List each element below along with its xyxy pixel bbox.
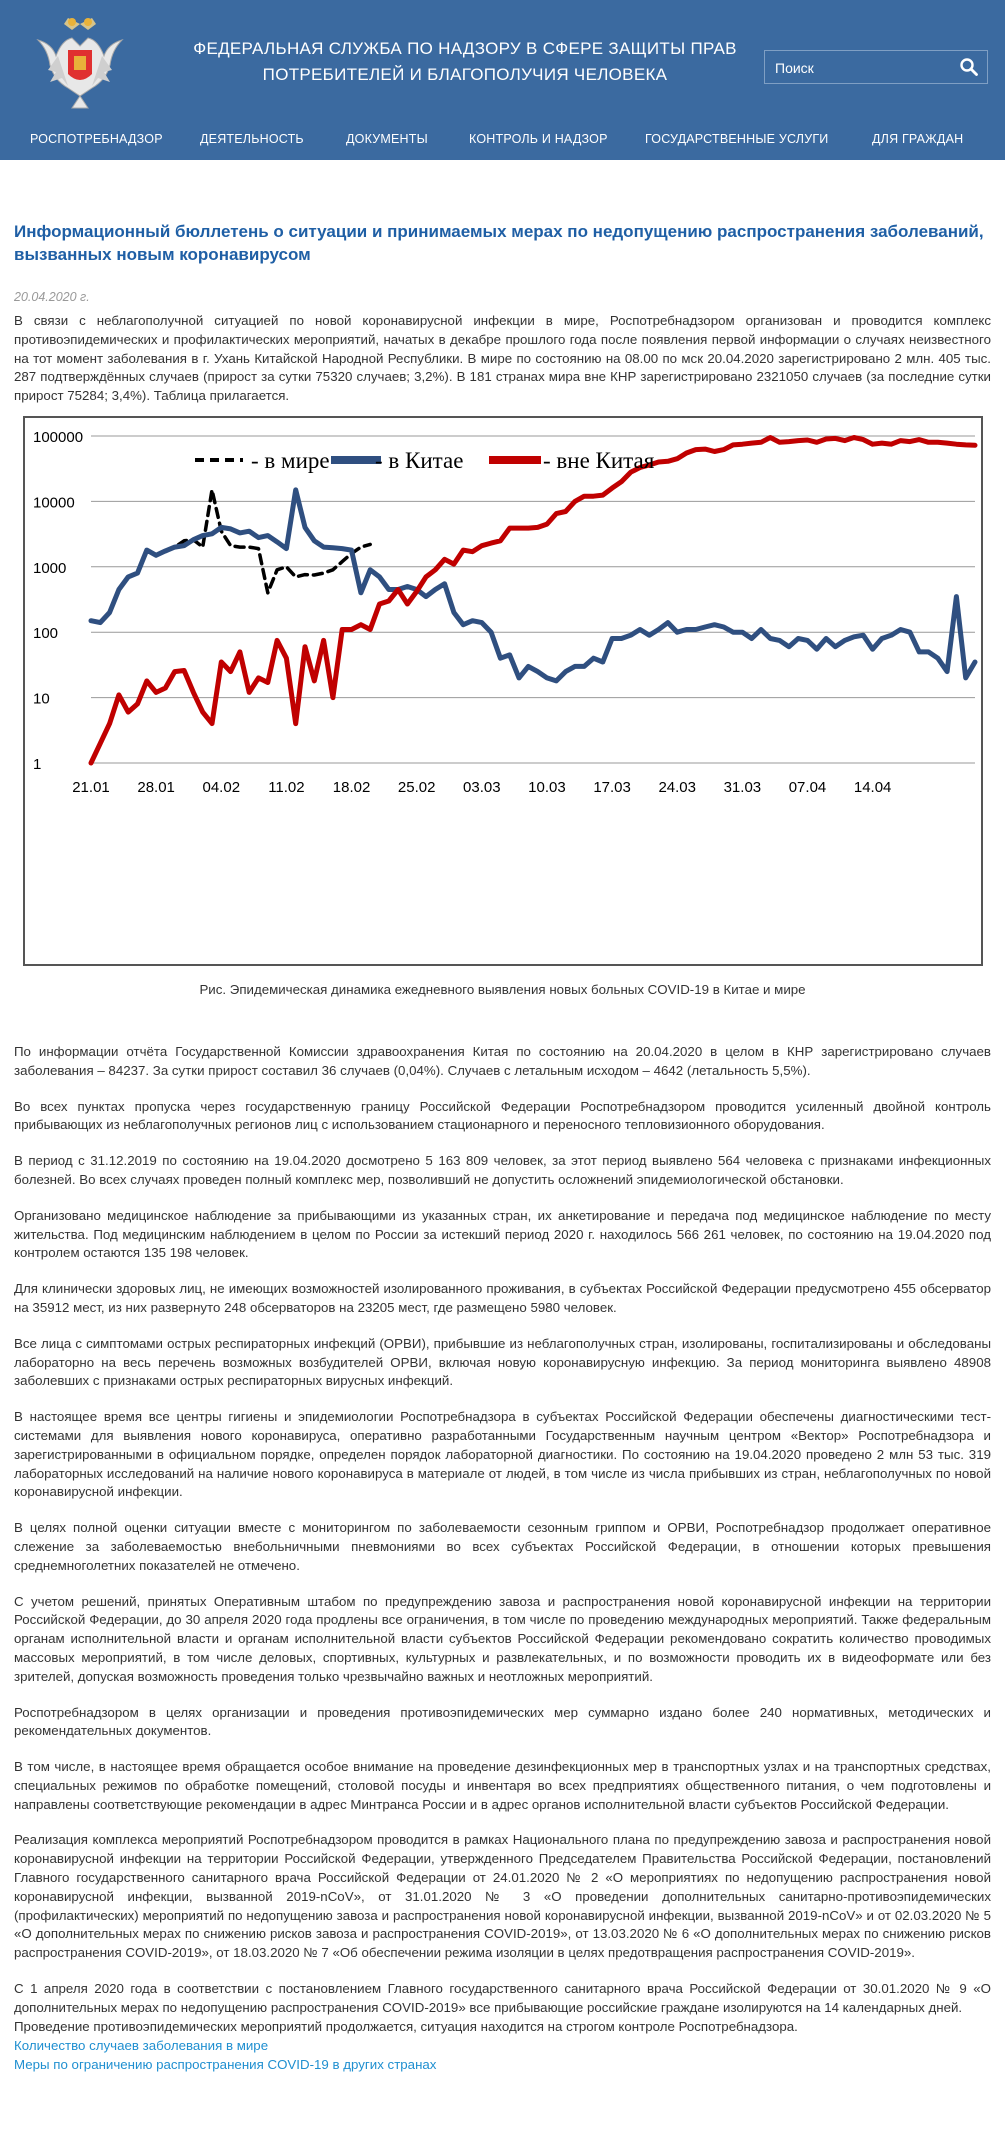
nav-item-rospotrebnadzor[interactable]: РОСПОТРЕБНАДЗОР <box>30 132 163 146</box>
related-links <box>14 2036 991 2074</box>
body-paragraph: С учетом решений, принятых Оперативным штабом по предупреждению завоза и распространения новой коронавирусной инфекции на территории Российской Федерации, до 30 апреля 2020 года продлены все ограничения, в том числе по проведению международных мероприятий. Также федеральным органам исполнительной власти и органам исполнительной власти субъектов Российской Федерации рекомендовано сократить количество проводимых массовых мероприятий, в том числе деловых, спортивных, культурных и развлекательных, и по возможности проводить их в видеоформате или без зрителей, допуская возможность проведения только чрезвычайно важных и неотложных мероприятий. <box>14 1593 991 1684</box>
last-paragraph-2: Проведение противоэпидемических мероприятий продолжается, ситуация находится на строгом контроле Роспотребнадзора. <box>14 2018 798 2034</box>
main-nav <box>0 120 1005 160</box>
article-date: 20.04.2020 г. <box>14 290 90 304</box>
x-tick-label: 18.02 <box>332 778 371 796</box>
x-tick-label: 28.01 <box>137 778 175 796</box>
intro-paragraph: В связи с неблагополучной ситуацией по новой коронавирусной инфекции в мире, Роспотребнадзором организован и проводится комплекс противоэпидемических и профилактических мероприятий, начатых в декабре прошлого года после появления первой информации о случаях неизвестного на тот момент заболевания в г. Ухань Китайской Народной Республики. В мире по состоянию на 08.00 по мск 20.04.2020 зарегистрировано 2 млн. 405 тыс. 287 подтверждённых случаев (прирост за сутки 75320 случаев; 3,2%). В 181 странах мира вне КНР зарегистрировано 2321050 случаев (за последние сутки прирост 75284; 3,4%). Таблица прилагается. <box>14 313 991 404</box>
x-tick-label: 25.02 <box>397 778 436 796</box>
series-line-china <box>91 490 975 681</box>
y-tick-label: 100000 <box>33 428 84 446</box>
x-tick-label: 11.02 <box>268 778 305 796</box>
legend-label: - в Китае <box>375 447 464 473</box>
legend-label: - в мире <box>251 447 330 473</box>
last-paragraph-1: С 1 апреля 2020 года в соответствии с постановлением Главного государственного санитарного врача Российской Федерации от 30.01.2020 № 9 «О дополнительных мерах по недопущению распространения COVID-2019» все прибывающие российские граждане изолируются на 14 календарных дней. <box>14 1981 991 2015</box>
x-tick-label: 07.04 <box>788 778 827 796</box>
y-tick-label: 1 <box>33 755 42 773</box>
body-paragraph: В настоящее время все центры гигиены и эпидемиологии Роспотребнадзора в субъектах Российской Федерации обеспечены диагностическими тест-системами для выявления нового коронавируса, оперативно разработанными Государственным научным центром «Вектор» Роспотребнадзора и зарегистрированными в официальном порядке, определен порядок лабораторной диагностики. По состоянию на 19.04.2020 проведено 2 млн 53 тыс. 319 лабораторных исследований на наличие нового коронавируса в материале от людей, в том числе из числа прибывших из стран, неблагополучных по новой коронавирусной инфекции. <box>14 1409 991 1500</box>
article <box>0 160 1005 2074</box>
site-header <box>0 0 1005 160</box>
link-world-cases[interactable]: Количество случаев заболевания в мире <box>14 2038 269 2054</box>
body-paragraph: По информации отчёта Государственной Комиссии здравоохранения Китая по состоянию на 20.04.2020 в целом в КНР зарегистрировано случаев заболевания – 84237. За сутки прирост составил 36 случаев (0,04%). Случаев с летальным исходом – 4642 (летальность 5,5%). <box>14 1043 991 1078</box>
body-paragraph: Все лица с симптомами острых респираторных инфекций (ОРВИ), прибывшие из неблагополучных стран, изолированы, госпитализированы и обследованы лабораторно на весь перечень возможных возбудителей ОРВИ, включая новую коронавирусную инфекцию. За период мониторинга выявлено 48908 заболевших с признаками острых респираторных вирусных инфекций. <box>14 1335 991 1389</box>
body-paragraph: В целях полной оценки ситуации вместе с мониторингом по заболеваемости сезонным гриппом и ОРВИ, Роспотребнадзор продолжает оперативное слежение за заболеваемостью внебольничными пневмониями во всех субъектах Российской Федерации, в отношении которых превышения среднемноголетних показателей не отмечено. <box>14 1520 991 1573</box>
x-tick-label: 14.04 <box>853 778 892 796</box>
y-tick-label: 10 <box>33 690 50 708</box>
body-paragraph: В том числе, в настоящее время обращается особое внимание на проведение дезинфекционных мер в транспортных узлах и на транспортных средствах, специальных режимов по обработке помещений, столовой посуды и инвентаря во всех предприятиях общественного питания, о чем подготовлены и направлены соответствующие рекомендации в адрес Минтранса России и в адрес органов исполнительной власти субъектов Российской Федерации. <box>14 1759 991 1812</box>
search-box <box>764 50 988 84</box>
body-paragraph: В период с 31.12.2019 по состоянию на 19.04.2020 досмотрено 5 163 809 человек, за этот период выявлено 564 человека с признаками инфекционных болезней. Во всех случаях проведен полный комплекс мер, позволивший не допустить осложнений эпидемиологической обстановки. <box>14 1153 991 1187</box>
link-other-countries-measures[interactable]: Меры по ограничению распространения COVID-19 в других странах <box>14 2057 437 2073</box>
series-line-world <box>165 490 370 593</box>
x-tick-label: 10.03 <box>528 778 566 796</box>
x-tick-label: 21.01 <box>72 778 110 796</box>
nav-item-citizens[interactable]: ДЛЯ ГРАЖДАН <box>872 132 964 146</box>
y-tick-label: 10000 <box>33 494 75 512</box>
legend-label: - вне Китая <box>543 447 655 473</box>
x-tick-label: 24.03 <box>658 778 697 796</box>
x-tick-label: 03.03 <box>463 778 501 796</box>
body-paragraph: Во всех пунктах пропуска через государственную границу Российской Федерации Роспотребнадзором проводится усиленный двойной контроль прибывающих из неблагополучных регионов лиц с использованием стационарного и переносного тепловизионного оборудования. <box>14 1098 991 1133</box>
epidemic-chart <box>23 416 983 966</box>
search-icon[interactable] <box>959 57 979 77</box>
nav-item-activity[interactable]: ДЕЯТЕЛЬНОСТЬ <box>200 132 304 146</box>
body-paragraph: Организовано медицинское наблюдение за прибывающими из указанных стран, их анкетирование и передача под медицинское наблюдение по месту жительства. Под медицинским наблюдением в целом по России за истекший период 2020 г. находилось 566 261 человек, по состоянию на 19.04.2020 под контролем остаются 135 198 человек. <box>14 1207 991 1261</box>
chart-caption: Рис. Эпидемическая динамика ежедневного выявления новых больных COVID-19 в Китае и мире <box>199 981 806 997</box>
y-tick-label: 100 <box>33 625 59 643</box>
x-tick-label: 17.03 <box>593 778 631 796</box>
x-tick-label: 04.02 <box>202 778 241 796</box>
chart-canvas <box>25 418 981 964</box>
body-paragraph: Роспотребнадзором в целях организации и проведения противоэпидемических мер суммарно издано более 240 нормативных, методических и рекомендательных документов. <box>14 1704 991 1739</box>
org-title: ФЕДЕРАЛЬНАЯ СЛУЖБА ПО НАДЗОРУ В СФЕРЕ ЗАЩИТЫ ПРАВ ПОТРЕБИТЕЛЕЙ И БЛАГОПОЛУЧИЯ ЧЕЛОВЕКА <box>193 39 737 84</box>
y-tick-label: 1000 <box>33 559 67 577</box>
body-paragraph: Для клинически здоровых лиц, не имеющих возможностей изолированного проживания, в субъектах Российской Федерации предусмотрено 455 обсерватор на 35912 мест, из них развернуто 248 обсерваторов на 23205 мест, где размещено 5980 человек. <box>14 1281 991 1315</box>
series-line-outside-china <box>91 437 975 763</box>
nav-item-documents[interactable]: ДОКУМЕНТЫ <box>346 132 428 146</box>
emblem-logo[interactable] <box>28 10 132 114</box>
page-title: Информационный бюллетень о ситуации и принимаемых мерах по недопущению распространения заболеваний, вызванных новым коронавирусом <box>14 222 984 264</box>
x-tick-label: 31.03 <box>723 778 762 796</box>
article-body <box>14 1043 991 1963</box>
nav-item-services[interactable]: ГОСУДАРСТВЕННЫЕ УСЛУГИ <box>645 132 829 146</box>
nav-item-control[interactable]: КОНТРОЛЬ И НАДЗОР <box>469 132 608 146</box>
body-paragraph: Реализация комплекса мероприятий Роспотребнадзором проводится в рамках Национального плана по предупреждению завоза и распространения новой коронавирусной инфекции на территории Российской Федерации, утвержденного Председателем Правительства Российской Федерации, постановлений Главного государственного санитарного врача Российской Федерации от 24.01.2020 № 2 «О мероприятиях по недопущению распространения новой коронавирусной инфекции, вызванной 2019-nCoV», от 31.01.2020 № 3 «О проведении дополнительных санитарно-противоэпидемических (профилактических) мероприятий по недопущению завоза и распространения новой коронавирусной инфекции, вызванной 2019-nCoV» и от 02.03.2020 № 5 «О дополнительных мерах по снижению рисков завоза и распространения COVID-2019», от 13.03.2020 № 6 «О дополнительных мерах по снижению рисков распространения COVID-2019», от 18.03.2020 № 7 «Об обеспечении режима изоляции в целях предотвращения распространения COVID-2019». <box>14 1832 991 1961</box>
search-input[interactable] <box>773 57 947 79</box>
